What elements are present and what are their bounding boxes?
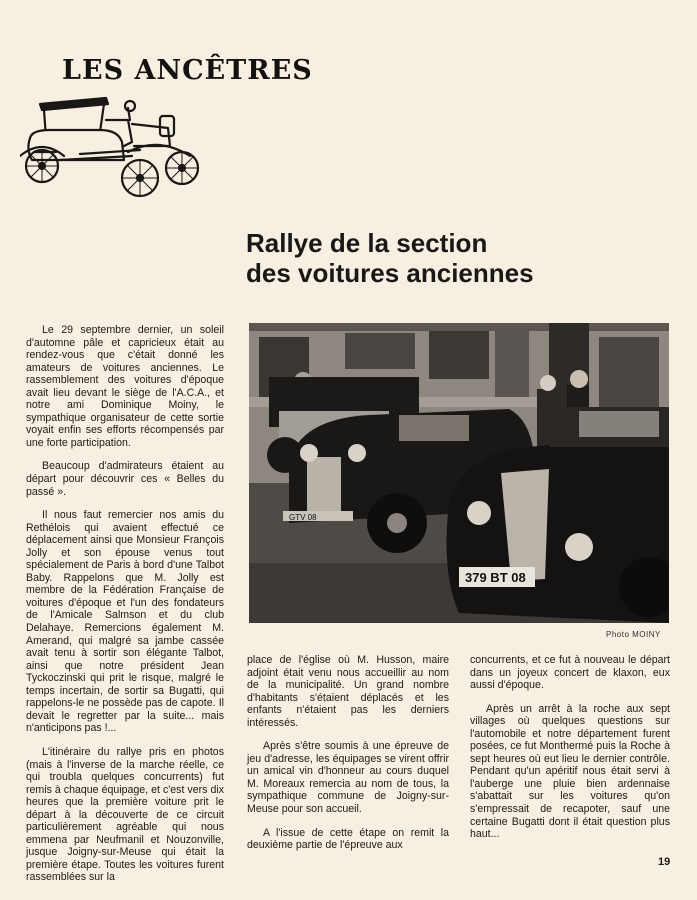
left-car-plate: GTV 08 — [289, 513, 317, 522]
paragraph: L'itinéraire du rallye pris en photos (mais à l'inverse de la marche réelle, ce qui troubla quelques concurrents) fut remis à chaque équipage, et c'est vers dix heures que la première voiture prit le départ à la découverte de ce circuit particulièrement agréable qui nous emmena par Neufmanil et Nouzonville, jusque Joigny-sur-Meuse qui était la première étape. Toutes les voitures furent rassemblées sur la — [26, 745, 224, 884]
paragraph: Après un arrêt à la roche aux sept villages où quelques questions sur l'automobile et notre département furent posées, ce fut Monthermé puis la Roche à sept heures où eut lieu le dernier contrôle. Pendant qu'un apéritif nous était servi à l'auberge une pluie bien ardennaise s'abattait sur les voitures qu'on s'empressait de recapoter, sauf une certaine Bugatti dont il était question plus haut... — [470, 702, 670, 841]
front-car-plate: 379 BT 08 — [465, 570, 526, 585]
article-title-line-1: Rallye de la section — [246, 228, 488, 258]
article-title — [246, 228, 666, 288]
section-rubric: LES ANCÊTRES — [62, 55, 313, 86]
paragraph: Il nous faut remercier nos amis du Rethélois qui avaient effectué ce déplacement ainsi que Monsieur François Jolly et son épouse venus tout spécialement de Paris à bord d'une Talbot Baby. Rappelons que M. Jolly est membre de la Fédération Française de voitures d'époque et l'un des fondateurs de l'Amicale Salmson et du club Delahaye. Remercions également M. Amerand, qui malgré sa jambe cassée avait tenu à sortir son élégante Talbot, ainsi que notre président Jean Tyckoczinski qui prit le risque, malgré le temps incertain, de sortir sa Bugatti, qui rappelons-le ne possède pas de capote. Il devait le regretter par la suite... mais n'anticipons pas !... — [26, 509, 224, 735]
photo-credit: Photo MOINY — [606, 630, 661, 639]
paragraph: A l'issue de cette étape on remit la deuxième partie de l'épreuve aux — [247, 826, 449, 852]
page-number: 19 — [658, 856, 671, 868]
paragraph: Le 29 septembre dernier, un soleil d'automne pâle et capricieux était au rendez-vous que c'était donné les amateurs de voitures anciennes. Le rassemblement des voitures d'époque avait lieu devant le siège de l'A.C.A., et notre ami Dominique Moiny, le sympathique organisateur de cette sortie voyait enfin ses efforts récompensés par une forte participation. — [26, 324, 224, 449]
vintage-car-illustration — [20, 90, 205, 200]
paragraph: concurrents, et ce fut à nouveau le départ dans un joyeux concert de klaxon, eux aussi d'époque. — [470, 654, 670, 692]
article-title-line-2: des voitures anciennes — [246, 258, 534, 288]
paragraph: Beaucoup d'admirateurs étaient au départ pour découvrir ces « Belles du passé ». — [26, 460, 224, 498]
article-column-3 — [470, 654, 670, 852]
paragraph: Après s'être soumis à une épreuve de jeu d'adresse, les équipages se virent offrir un amical vin d'honneur au cours duquel M. Moreaux remercia au nom de tous, la sympathique commune de Joigny-sur-Meuse pour son accueil. — [247, 740, 449, 816]
rally-photo — [249, 323, 669, 623]
article-column-1 — [26, 324, 224, 895]
article-column-2 — [247, 654, 449, 863]
paragraph: place de l'église où M. Husson, maire adjoint était venu nous accueillir au nom de la municipalité. Un grand nombre d'habitants s'étaient déplacés et les enfants n'étaient pas les derniers intéressés. — [247, 654, 449, 729]
